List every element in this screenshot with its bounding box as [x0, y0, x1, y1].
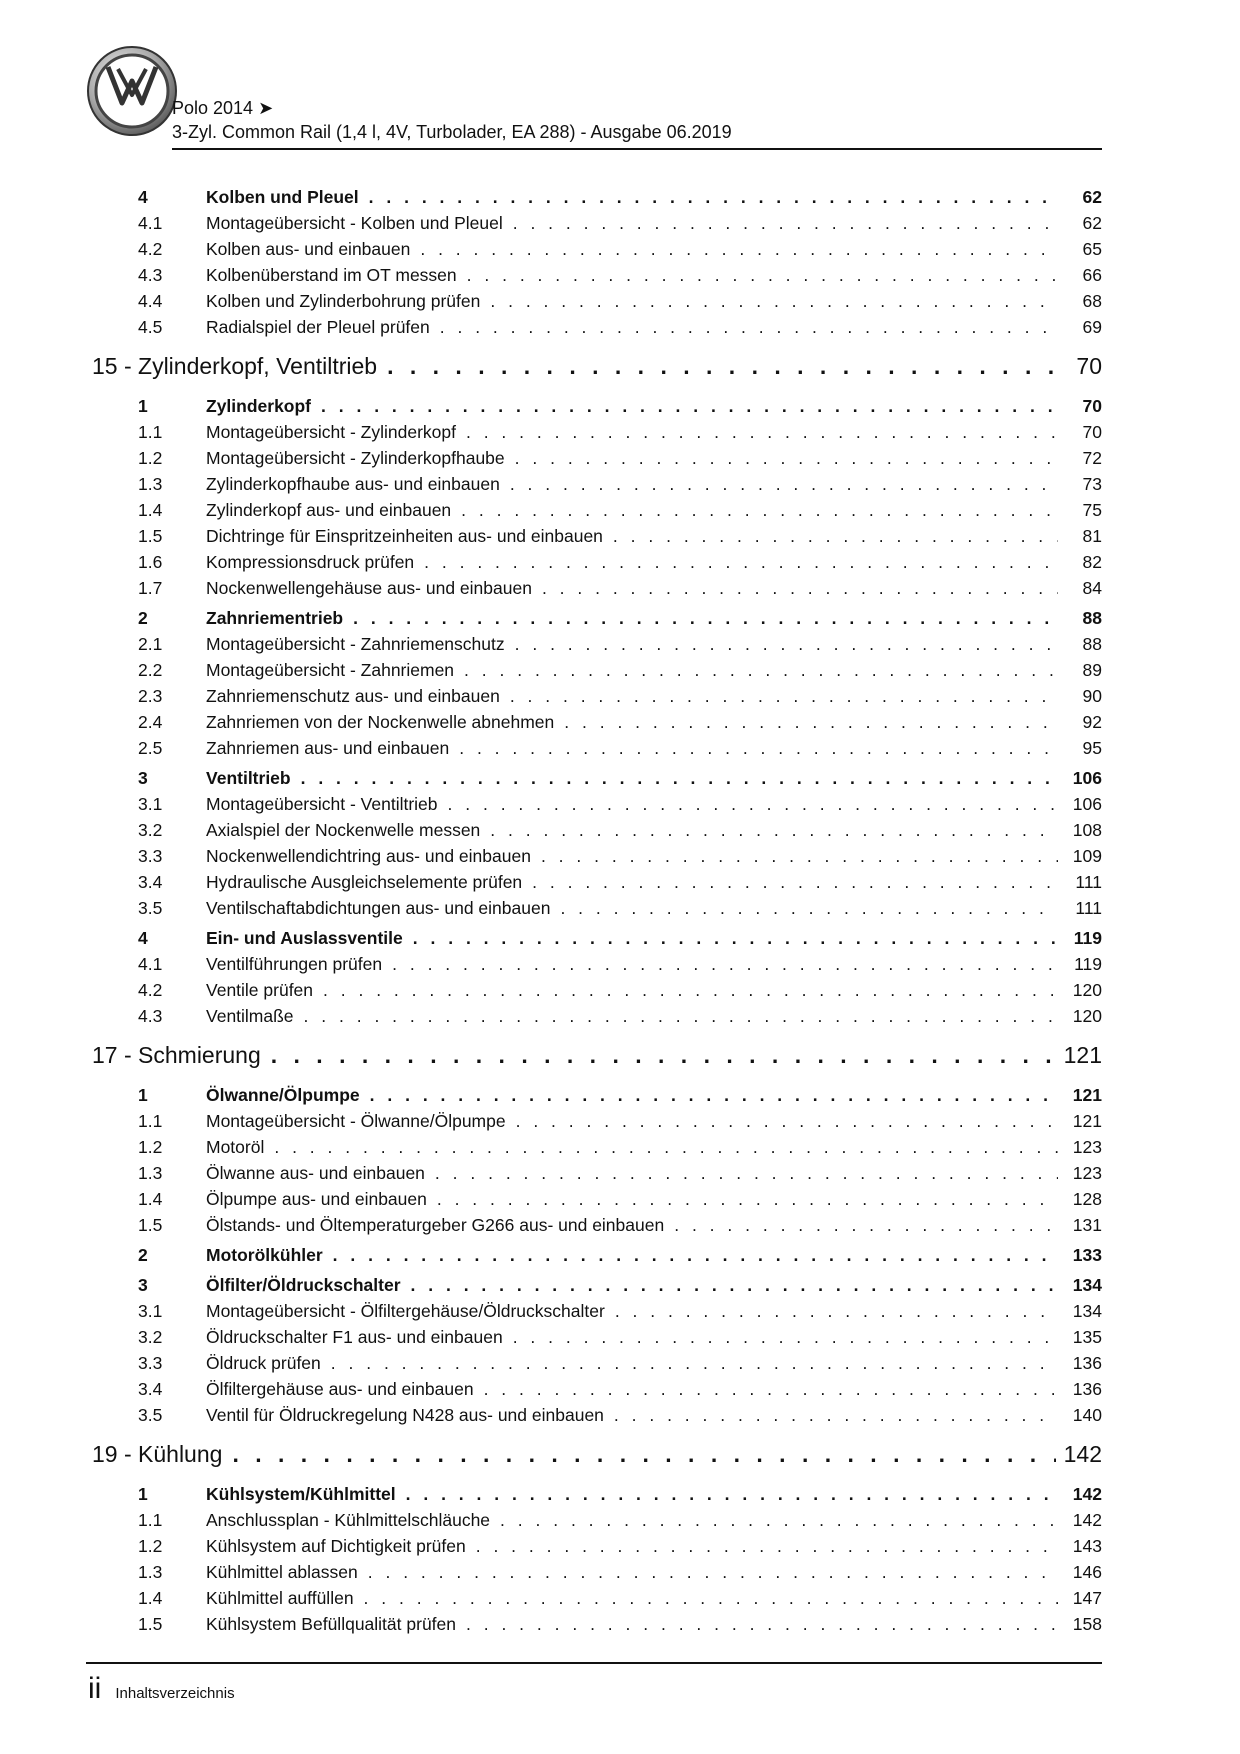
dot-leader [392, 951, 1058, 977]
toc-number: 1.6 [138, 552, 163, 572]
toc-number: 4 [138, 928, 148, 948]
toc-page-number: 111 [1075, 872, 1102, 892]
toc-number: 1.7 [138, 578, 163, 598]
toc-number: 4.1 [138, 213, 163, 233]
toc-title: 19 - Kühlung [92, 1441, 223, 1467]
toc-page-number: 84 [1082, 578, 1102, 598]
toc-entry[interactable] [92, 419, 1102, 445]
toc-entry[interactable] [92, 817, 1102, 843]
toc-entry[interactable] [92, 1350, 1102, 1376]
dot-leader [464, 657, 1058, 683]
toc-number: 1.2 [138, 1536, 163, 1556]
toc-entry[interactable] [92, 735, 1102, 761]
toc-section[interactable] [92, 184, 1102, 210]
toc-title: Nockenwellendichtring aus- und einbauen [206, 846, 531, 866]
dot-leader [413, 925, 1058, 951]
toc-title: 15 - Zylinderkopf, Ventiltrieb [92, 353, 378, 379]
toc-page-number: 123 [1072, 1137, 1102, 1157]
toc-entry[interactable] [92, 791, 1102, 817]
toc-number: 3.3 [138, 1353, 163, 1373]
toc-section[interactable] [92, 925, 1102, 951]
dot-leader [440, 314, 1058, 340]
toc-page-number: 119 [1074, 954, 1102, 974]
toc-page-number: 106 [1072, 794, 1102, 814]
toc-number: 3.2 [138, 1327, 163, 1347]
dot-leader [516, 1108, 1058, 1134]
toc-title: Hydraulische Ausgleichselemente prüfen [206, 872, 523, 892]
toc-entry[interactable] [92, 314, 1102, 340]
toc-title: Motorölkühler [206, 1245, 323, 1265]
toc-title: Öldruckschalter F1 aus- und einbauen [206, 1327, 503, 1347]
toc-number: 1 [138, 1484, 148, 1504]
dot-leader [323, 977, 1058, 1003]
toc-page-number: 68 [1082, 291, 1102, 311]
header-title: Polo 2014 ➤ [172, 98, 274, 118]
toc-title: Dichtringe für Einspritzeinheiten aus- und einbauen [206, 526, 603, 546]
toc-page-number: 106 [1072, 768, 1102, 788]
dot-leader [476, 1533, 1058, 1559]
toc-page-number: 108 [1072, 820, 1102, 840]
toc-title: Montageübersicht - Zahnriemenschutz [206, 634, 505, 654]
dot-leader [541, 843, 1058, 869]
dot-leader [301, 765, 1058, 791]
dot-leader [435, 1160, 1058, 1186]
toc-title: Montageübersicht - Zylinderkopf [206, 422, 456, 442]
dot-leader [271, 1033, 1056, 1078]
toc-title: Ölfilter/Öldruckschalter [206, 1275, 401, 1295]
toc-page-number: 90 [1082, 686, 1102, 706]
dot-leader [274, 1134, 1058, 1160]
dot-leader [515, 445, 1058, 471]
toc-entry[interactable] [92, 683, 1102, 709]
toc-title: 17 - Schmierung [92, 1042, 261, 1068]
toc-number: 1.3 [138, 1163, 163, 1183]
toc-entry[interactable] [92, 210, 1102, 236]
dot-leader [370, 1082, 1058, 1108]
dot-leader [560, 895, 1058, 921]
toc-title: Axialspiel der Nockenwelle messen [206, 820, 481, 840]
toc-title: Zylinderkopf [206, 396, 312, 416]
dot-leader [466, 1611, 1058, 1637]
toc-title: Öldruck prüfen [206, 1353, 321, 1373]
toc-entry[interactable] [92, 895, 1102, 921]
dot-leader [424, 549, 1058, 575]
dot-leader [459, 735, 1058, 761]
toc-title: Kühlsystem Befüllqualität prüfen [206, 1614, 456, 1634]
toc-title: Ventilmaße [206, 1006, 294, 1026]
dot-leader [674, 1212, 1058, 1238]
toc-title: Zahnriemen aus- und einbauen [206, 738, 450, 758]
toc-title: Montageübersicht - Ölwanne/Ölpumpe [206, 1111, 506, 1131]
dot-leader [513, 1324, 1058, 1350]
toc-entry[interactable] [92, 843, 1102, 869]
toc-entry[interactable] [92, 1559, 1102, 1585]
toc-chapter[interactable] [92, 1033, 1102, 1078]
page-header [86, 45, 1102, 151]
toc-number: 1.2 [138, 1137, 163, 1157]
toc-entry[interactable] [92, 1108, 1102, 1134]
footer-page-number: ii [88, 1672, 102, 1705]
toc-title: Ventilschaftabdichtungen aus- und einbauen [206, 898, 551, 918]
toc-number: 4.2 [138, 239, 163, 259]
toc-page-number: 142 [1072, 1484, 1102, 1504]
toc-title: Ölwanne/Ölpumpe [206, 1085, 360, 1105]
toc-title: Kühlsystem/Kühlmittel [206, 1484, 396, 1504]
toc-title: Montageübersicht - Ventiltrieb [206, 794, 438, 814]
vw-logo-icon [86, 45, 178, 137]
toc-page-number: 70 [1082, 396, 1102, 416]
toc-title: Radialspiel der Pleuel prüfen [206, 317, 430, 337]
dot-leader [532, 869, 1058, 895]
toc-entry[interactable] [92, 1298, 1102, 1324]
toc-number: 2.2 [138, 660, 163, 680]
toc-entry[interactable] [92, 1402, 1102, 1428]
toc-number: 2.1 [138, 634, 163, 654]
dot-leader [510, 471, 1058, 497]
dot-leader [364, 1585, 1058, 1611]
toc-entry[interactable] [92, 1186, 1102, 1212]
dot-leader [406, 1481, 1058, 1507]
toc-title: Zahnriementrieb [206, 608, 344, 628]
toc-page-number: 140 [1072, 1405, 1102, 1425]
toc-title: Ölfiltergehäuse aus- und einbauen [206, 1379, 474, 1399]
toc-page-number: 70 [1076, 353, 1102, 379]
dot-leader [484, 1376, 1058, 1402]
dot-leader [542, 575, 1058, 601]
toc-number: 1.3 [138, 474, 163, 494]
toc-entry[interactable] [92, 977, 1102, 1003]
dot-leader [490, 817, 1058, 843]
dot-leader [304, 1003, 1058, 1029]
dot-leader [448, 791, 1058, 817]
toc-page-number: 72 [1082, 448, 1102, 468]
dot-leader [321, 393, 1058, 419]
toc-number: 4.5 [138, 317, 163, 337]
toc-number: 3.5 [138, 898, 163, 918]
toc-entry[interactable] [92, 631, 1102, 657]
toc-page-number: 142 [1072, 1510, 1102, 1530]
toc-page-number: 92 [1082, 712, 1102, 732]
dot-leader [513, 210, 1058, 236]
toc-title: Zylinderkopfhaube aus- und einbauen [206, 474, 500, 494]
toc-number: 3.4 [138, 1379, 163, 1399]
toc-entry[interactable] [92, 236, 1102, 262]
toc-page-number: 123 [1072, 1163, 1102, 1183]
dot-leader [331, 1350, 1058, 1376]
toc-entry[interactable] [92, 549, 1102, 575]
toc-number: 4.3 [138, 1006, 163, 1026]
toc-number: 4.2 [138, 980, 163, 1000]
toc-page-number: 109 [1072, 846, 1102, 866]
toc-entry[interactable] [92, 657, 1102, 683]
toc-chapter[interactable] [92, 1432, 1102, 1477]
toc-number: 1.5 [138, 1614, 163, 1634]
toc-number: 3.2 [138, 820, 163, 840]
toc-section[interactable] [92, 1082, 1102, 1108]
toc-title: Motoröl [206, 1137, 265, 1157]
dot-leader [490, 288, 1058, 314]
toc-page-number: 62 [1082, 213, 1102, 233]
toc-page-number: 158 [1072, 1614, 1102, 1634]
dot-leader [500, 1507, 1058, 1533]
footer-divider [86, 1662, 1102, 1664]
toc-number: 4.3 [138, 265, 163, 285]
toc-page-number: 66 [1082, 265, 1102, 285]
toc-entry[interactable] [92, 1533, 1102, 1559]
toc-page-number: 121 [1063, 1042, 1102, 1068]
dot-leader [353, 605, 1058, 631]
dot-leader [461, 497, 1058, 523]
dot-leader [232, 1432, 1055, 1477]
dot-leader [368, 1559, 1058, 1585]
toc-page-number: 120 [1072, 980, 1102, 1000]
toc-entry[interactable] [92, 497, 1102, 523]
toc-title: Zahnriemenschutz aus- und einbauen [206, 686, 500, 706]
toc-page-number: 147 [1072, 1588, 1102, 1608]
toc-number: 3.5 [138, 1405, 163, 1425]
toc-title: Kompressionsdruck prüfen [206, 552, 415, 572]
toc-number: 3.4 [138, 872, 163, 892]
toc-entry[interactable] [92, 471, 1102, 497]
toc-number: 4.4 [138, 291, 163, 311]
toc-number: 3.1 [138, 1301, 163, 1321]
toc-number: 1.4 [138, 1189, 163, 1209]
toc-number: 4.1 [138, 954, 163, 974]
toc-title: Zahnriemen von der Nockenwelle abnehmen [206, 712, 555, 732]
toc-page-number: 70 [1082, 422, 1102, 442]
toc-entry[interactable] [92, 1376, 1102, 1402]
dot-leader [614, 1402, 1058, 1428]
toc-section[interactable] [92, 393, 1102, 419]
toc-number: 4 [138, 187, 148, 207]
dot-leader [369, 184, 1058, 210]
toc-entry[interactable] [92, 709, 1102, 735]
toc-entry[interactable] [92, 288, 1102, 314]
toc-page-number: 133 [1072, 1245, 1102, 1265]
toc-title: Ventiltrieb [206, 768, 291, 788]
toc-page-number: 111 [1075, 898, 1102, 918]
dot-leader [510, 683, 1058, 709]
toc-entry[interactable] [92, 1212, 1102, 1238]
toc-number: 3 [138, 1275, 148, 1295]
toc-entry[interactable] [92, 1134, 1102, 1160]
toc-title: Kolben und Pleuel [206, 187, 359, 207]
toc-entry[interactable] [92, 262, 1102, 288]
toc-entry[interactable] [92, 1507, 1102, 1533]
toc-title: Nockenwellengehäuse aus- und einbauen [206, 578, 532, 598]
toc-page-number: 121 [1072, 1085, 1102, 1105]
toc-title: Ventile prüfen [206, 980, 314, 1000]
toc-page-number: 81 [1082, 526, 1102, 546]
toc-number: 2 [138, 1245, 148, 1265]
toc-number: 1 [138, 1085, 148, 1105]
dot-leader [564, 709, 1058, 735]
toc-title: Ölpumpe aus- und einbauen [206, 1189, 427, 1209]
toc-number: 1.5 [138, 526, 163, 546]
toc-page-number: 82 [1082, 552, 1102, 572]
table-of-contents [92, 180, 1102, 1637]
toc-title: Montageübersicht - Ölfiltergehäuse/Öldruckschalter [206, 1301, 605, 1321]
toc-number: 3 [138, 768, 148, 788]
toc-number: 1.2 [138, 448, 163, 468]
toc-number: 1.1 [138, 1510, 163, 1530]
header-divider [172, 148, 1102, 150]
toc-title: Montageübersicht - Kolben und Pleuel [206, 213, 503, 233]
toc-page-number: 143 [1072, 1536, 1102, 1556]
toc-number: 2.3 [138, 686, 163, 706]
toc-section[interactable] [92, 765, 1102, 791]
toc-title: Kolben und Zylinderbohrung prüfen [206, 291, 481, 311]
toc-title: Anschlussplan - Kühlmittelschläuche [206, 1510, 491, 1530]
toc-title: Kühlmittel auffüllen [206, 1588, 354, 1608]
toc-section[interactable] [92, 1242, 1102, 1268]
dot-leader [466, 419, 1058, 445]
toc-page-number: 134 [1072, 1275, 1102, 1295]
dot-leader [515, 631, 1058, 657]
toc-title: Montageübersicht - Zylinderkopfhaube [206, 448, 505, 468]
toc-section[interactable] [92, 1272, 1102, 1298]
toc-number: 1.4 [138, 1588, 163, 1608]
toc-number: 1.5 [138, 1215, 163, 1235]
toc-page-number: 62 [1082, 187, 1102, 207]
toc-title: Kolbenüberstand im OT messen [206, 265, 457, 285]
footer-label: Inhaltsverzeichnis [115, 1685, 235, 1702]
toc-entry[interactable] [92, 523, 1102, 549]
toc-page-number: 135 [1072, 1327, 1102, 1347]
toc-entry[interactable] [92, 1324, 1102, 1350]
toc-title: Ventilführungen prüfen [206, 954, 383, 974]
dot-leader [333, 1242, 1058, 1268]
toc-page-number: 121 [1072, 1111, 1102, 1131]
dot-leader [411, 1272, 1058, 1298]
toc-entry[interactable] [92, 575, 1102, 601]
toc-number: 1 [138, 396, 148, 416]
toc-title: Zylinderkopf aus- und einbauen [206, 500, 452, 520]
dot-leader [420, 236, 1058, 262]
toc-page-number: 120 [1072, 1006, 1102, 1026]
toc-number: 1.4 [138, 500, 163, 520]
toc-page-number: 136 [1072, 1353, 1102, 1373]
toc-entry[interactable] [92, 1611, 1102, 1637]
toc-title: Kühlsystem auf Dichtigkeit prüfen [206, 1536, 466, 1556]
toc-page-number: 89 [1082, 660, 1102, 680]
toc-page-number: 136 [1072, 1379, 1102, 1399]
toc-section[interactable] [92, 605, 1102, 631]
toc-number: 3.3 [138, 846, 163, 866]
toc-entry[interactable] [92, 951, 1102, 977]
toc-chapter[interactable] [92, 344, 1102, 389]
toc-page-number: 88 [1082, 608, 1102, 628]
toc-number: 1.1 [138, 422, 163, 442]
toc-number: 2 [138, 608, 148, 628]
toc-page-number: 73 [1082, 474, 1102, 494]
dot-leader [613, 523, 1058, 549]
toc-title: Montageübersicht - Zahnriemen [206, 660, 455, 680]
toc-number: 1.3 [138, 1562, 163, 1582]
toc-title: Ein- und Auslassventile [206, 928, 403, 948]
dot-leader [467, 262, 1058, 288]
toc-number: 2.4 [138, 712, 163, 732]
dot-leader [615, 1298, 1058, 1324]
toc-number: 3.1 [138, 794, 163, 814]
toc-entry[interactable] [92, 445, 1102, 471]
toc-number: 1.1 [138, 1111, 163, 1131]
toc-page-number: 146 [1072, 1562, 1102, 1582]
toc-title: Kühlmittel ablassen [206, 1562, 358, 1582]
toc-title: Ventil für Öldruckregelung N428 aus- und einbauen [206, 1405, 604, 1425]
toc-page-number: 88 [1082, 634, 1102, 654]
toc-entry[interactable] [92, 1003, 1102, 1029]
toc-page-number: 134 [1072, 1301, 1102, 1321]
toc-entry[interactable] [92, 1160, 1102, 1186]
toc-page-number: 65 [1082, 239, 1102, 259]
toc-title: Ölwanne aus- und einbauen [206, 1163, 425, 1183]
toc-number: 2.5 [138, 738, 163, 758]
toc-page-number: 131 [1072, 1215, 1102, 1235]
toc-title: Kolben aus- und einbauen [206, 239, 411, 259]
page-footer [88, 1672, 235, 1706]
toc-page-number: 69 [1082, 317, 1102, 337]
toc-title: Ölstands- und Öltemperaturgeber G266 aus- und einbauen [206, 1215, 665, 1235]
dot-leader [437, 1186, 1058, 1212]
toc-page-number: 119 [1073, 928, 1102, 948]
toc-page-number: 128 [1072, 1189, 1102, 1209]
dot-leader [387, 344, 1058, 389]
toc-section[interactable] [92, 1481, 1102, 1507]
toc-page-number: 142 [1063, 1441, 1102, 1467]
toc-page-number: 95 [1082, 738, 1102, 758]
header-subtitle: 3-Zyl. Common Rail (1,4 l, 4V, Turbolader, EA 288) - Ausgabe 06.2019 [172, 122, 732, 142]
toc-entry[interactable] [92, 869, 1102, 895]
toc-entry[interactable] [92, 1585, 1102, 1611]
toc-page-number: 75 [1082, 500, 1102, 520]
